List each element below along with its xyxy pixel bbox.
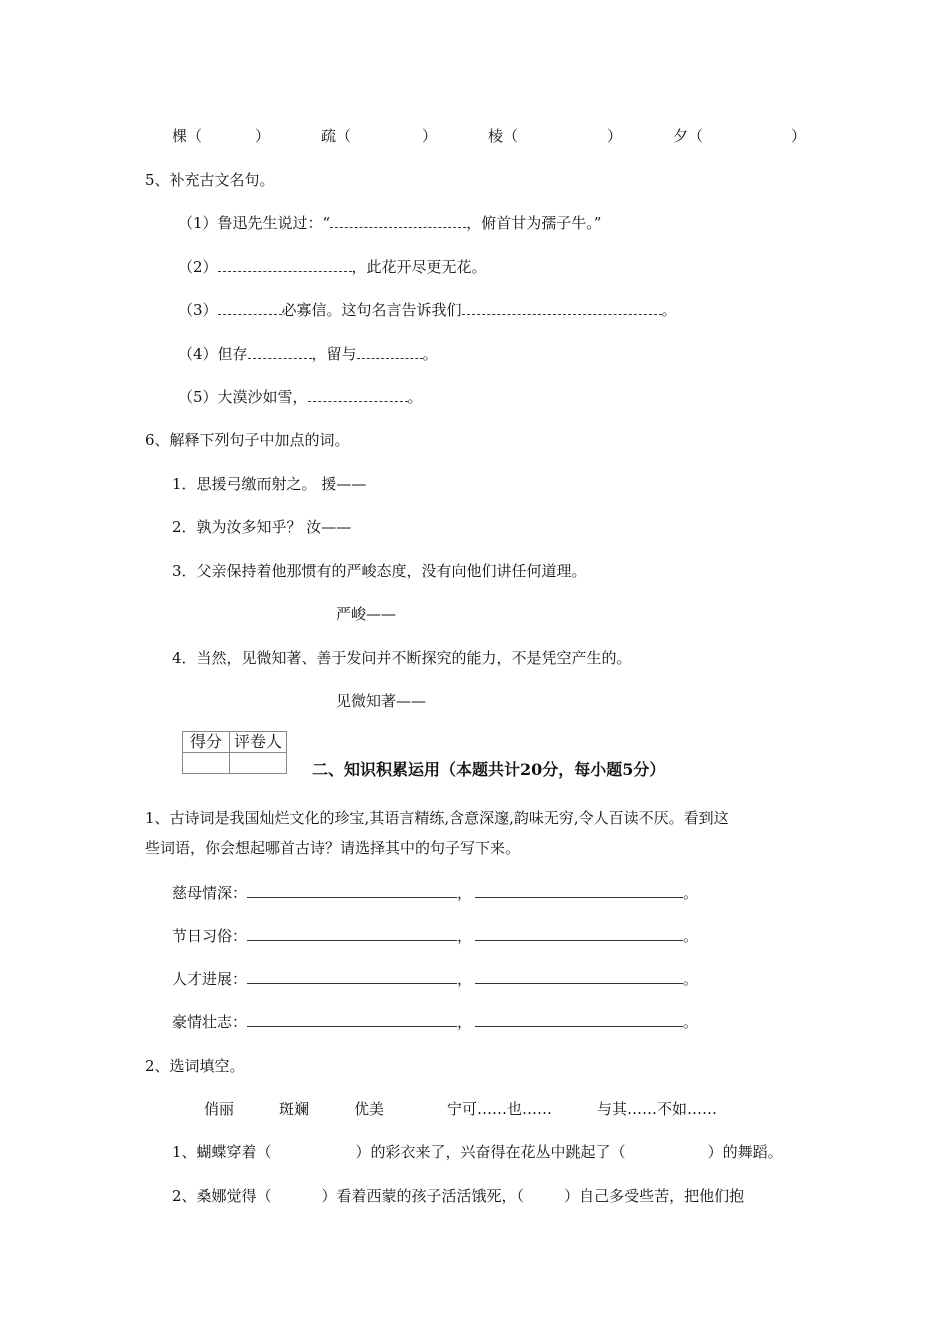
q5-item-4-text-b: ，留与: [311, 345, 357, 363]
item-text-a: 2、桑娜觉得（: [172, 1187, 272, 1205]
q5-item-5-text-b: 。: [407, 388, 423, 406]
q5-title: 5、补充古文名句。: [145, 171, 275, 189]
q6-answer-3: 严峻——: [336, 605, 397, 623]
q5-item-5: [178, 387, 423, 407]
q4-char-1: 棵（: [172, 127, 203, 145]
item-text-c: ）自己多受些苦，把他们抱: [564, 1187, 745, 1205]
answer-line[interactable]: [475, 883, 683, 898]
period: 。: [683, 1013, 699, 1031]
q5-item-2-text-b: ，此花开尽更无花。: [351, 258, 487, 276]
q4-char-4: 夕（: [673, 127, 704, 145]
q6-item-1: 1．思援弓缴而射之。 援——: [172, 475, 367, 493]
answer-line[interactable]: [247, 969, 457, 984]
s2q1-row-4: [172, 1012, 698, 1032]
blank-line[interactable]: [308, 389, 408, 402]
q5-item-1-text-b: ，俯首甘为孺子牛。”: [466, 214, 602, 232]
q6-item-3: 3．父亲保持着他那惯有的严峻态度，没有向他们讲任何道理。: [172, 562, 587, 580]
q5-item-2-text-a: （2）: [178, 258, 218, 276]
section-heading: 二、知识积累运用（本题共计20分，每小题5分）: [312, 760, 666, 779]
q5-item-3-text-b: 必寡信。这句名言告诉我们: [281, 301, 462, 319]
q6-item-2: 2．孰为汝多知乎？ 汝——: [172, 518, 352, 536]
period: 。: [683, 884, 699, 902]
answer-line[interactable]: [247, 1012, 457, 1027]
s2q1-row-1: [172, 883, 698, 903]
row-label: 慈母情深：: [172, 884, 248, 902]
q5-item-4-text-a: （4）但存: [178, 345, 248, 363]
word-option: 斑斓: [279, 1100, 310, 1118]
s2q1-line2: 些词语，你会想起哪首古诗？请选择其中的句子写下来。: [145, 839, 521, 857]
q5-item-3-text-c: 。: [661, 301, 677, 319]
item-text-c: ）的舞蹈。: [707, 1143, 783, 1161]
q5-item-3: [178, 300, 677, 320]
blank-line[interactable]: [330, 215, 466, 228]
comma: ，: [457, 884, 473, 902]
period: 。: [683, 970, 699, 988]
item-text-a: 1、蝴蝶穿着（: [172, 1143, 272, 1161]
word-option: 与其……不如……: [597, 1100, 718, 1118]
word-option: 优美: [354, 1100, 385, 1118]
blank-line[interactable]: [248, 346, 312, 359]
q4-paren-3: ）: [607, 127, 623, 145]
grader-label: 评卷人: [230, 732, 287, 753]
answer-line[interactable]: [247, 926, 457, 941]
q4-paren-2: ）: [422, 127, 438, 145]
q5-item-2: [178, 257, 487, 277]
comma: ，: [457, 970, 473, 988]
q6-item-4: 4．当然，见微知著、善于发问并不断探究的能力，不是凭空产生的。: [172, 649, 632, 667]
q4-paren-4: ）: [791, 127, 807, 145]
q4-char-3: 棱（: [488, 127, 519, 145]
row-label: 节日习俗：: [172, 927, 248, 945]
blank-line[interactable]: [462, 302, 662, 315]
q6-title: 6、解释下列句子中加点的词。: [145, 431, 350, 449]
word-option: 宁可……也……: [447, 1100, 553, 1118]
q5-item-3-text-a: （3）: [178, 301, 218, 319]
comma: ，: [457, 1013, 473, 1031]
answer-line[interactable]: [475, 926, 683, 941]
word-option: 俏丽: [204, 1100, 235, 1118]
item-text-b: ）看着西蒙的孩子活活饿死，（: [321, 1187, 525, 1205]
s2q2-item-2: [172, 1186, 744, 1206]
score-label: 得分: [183, 732, 230, 753]
q4-char-2: 疏（: [321, 127, 352, 145]
s2q2-title: 2、选词填空。: [145, 1057, 245, 1075]
score-cell[interactable]: [183, 753, 230, 774]
grader-cell[interactable]: [230, 753, 287, 774]
q4-paren-1: ）: [255, 127, 271, 145]
blank-line[interactable]: [218, 259, 352, 272]
s2q1-row-2: [172, 926, 698, 946]
s2q1-row-3: [172, 969, 698, 989]
comma: ，: [457, 927, 473, 945]
row-label: 豪情壮志：: [172, 1013, 248, 1031]
item-text-b: ）的彩衣来了，兴奋得在花丛中跳起了（: [355, 1143, 626, 1161]
blank-line[interactable]: [218, 302, 282, 315]
score-table: [182, 731, 287, 774]
period: 。: [683, 927, 699, 945]
q6-answer-4: 见微知著——: [336, 692, 427, 710]
q5-item-1-text-a: （1）鲁迅先生说过：“: [178, 214, 331, 232]
q5-item-5-text-a: （5）大漠沙如雪，: [178, 388, 308, 406]
s2q2-item-1: [172, 1142, 783, 1162]
s2q1-line1: 1、古诗词是我国灿烂文化的珍宝,其语言精练,含意深邃,韵味无穷,令人百读不厌。看到这: [145, 809, 729, 827]
answer-line[interactable]: [475, 1012, 683, 1027]
q5-item-4-text-c: 。: [422, 345, 438, 363]
q5-item-4: [178, 344, 438, 364]
q5-item-1: [178, 213, 601, 233]
blank-line[interactable]: [357, 346, 423, 359]
row-label: 人才进展：: [172, 970, 248, 988]
answer-line[interactable]: [475, 969, 683, 984]
answer-line[interactable]: [247, 883, 457, 898]
